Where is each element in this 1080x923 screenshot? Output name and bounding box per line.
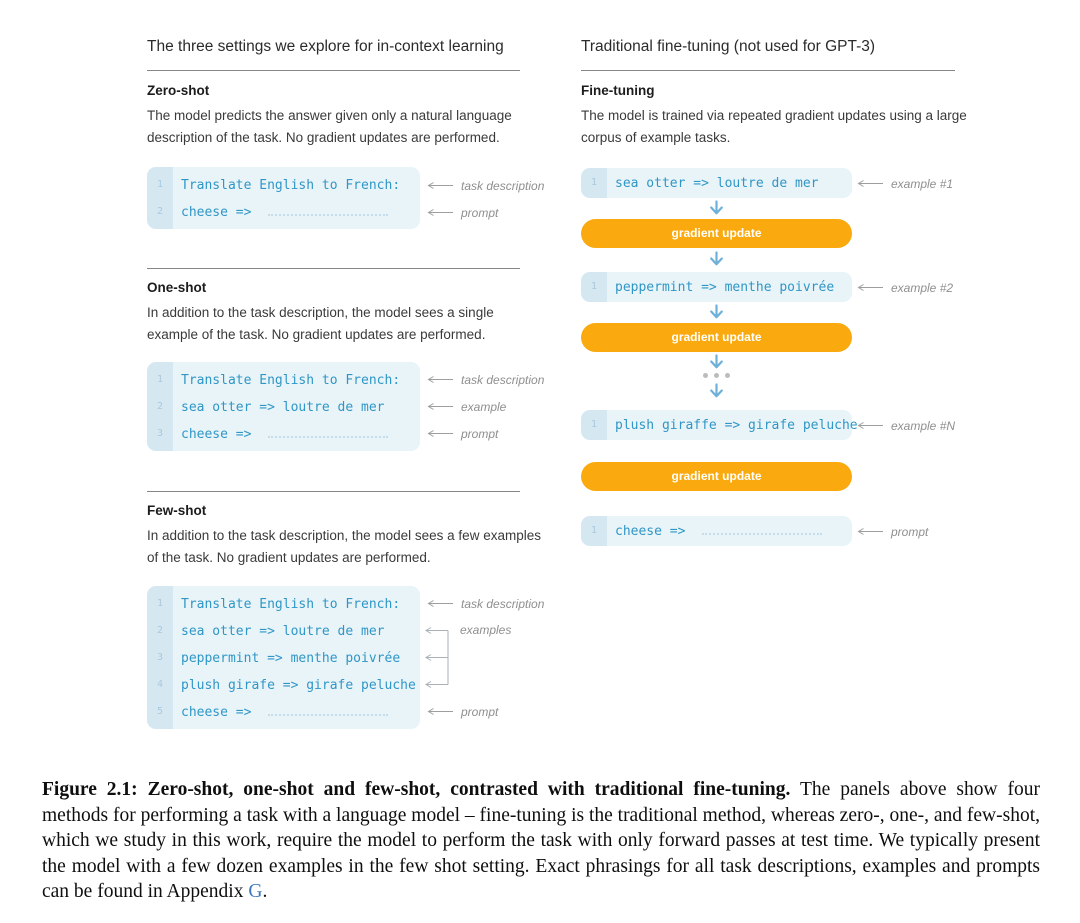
left-arrow-icon	[426, 375, 454, 384]
header-divider	[147, 70, 520, 71]
code-line	[581, 520, 852, 542]
left-arrow-icon	[856, 179, 884, 188]
code-line	[581, 172, 852, 194]
example-text: sea otter => loutre de mer	[181, 400, 385, 415]
left-arrow-icon	[426, 402, 454, 411]
example-2-block	[581, 272, 852, 302]
zero-shot-prompt-block	[147, 167, 420, 229]
annotation-label: prompt	[461, 704, 499, 719]
few-shot-title: Few-shot	[147, 503, 207, 518]
in-context-learning-header: The three settings we explore for in-context learning	[147, 38, 504, 55]
answer-placeholder-dots	[268, 703, 388, 716]
code-line	[147, 198, 420, 225]
line-number: 1	[156, 598, 164, 609]
annotation-label: example	[461, 399, 507, 414]
annotation-example	[426, 399, 506, 414]
few-shot-prompt-block	[147, 586, 420, 729]
task-description-text: Translate English to French:	[181, 373, 401, 388]
annotation-prompt	[426, 426, 498, 441]
left-arrow-icon	[856, 283, 884, 292]
task-description-text: Translate English to French:	[181, 178, 401, 193]
annotation-task-description	[426, 596, 544, 611]
fine-tuning-description: The model is trained via repeated gradient updates using a large corpus of example tasks.	[581, 108, 967, 145]
fine-tuning-header: Traditional fine-tuning (not used for GPT-3)	[581, 38, 876, 55]
example-text: peppermint => menthe poivrée	[181, 651, 401, 666]
figure-caption-body: The panels above show four methods for performing a task with a language model – fine-tuning is the traditional method, whereas zero-, one-, and few-shot, which we study in this work, require the model to perform the task with only forward passes at test time. We typically present the model with a few dozen examples in the few shot setting. Exact phrasings for all task descriptions, examples and prompts can be found in Appendix	[42, 779, 1041, 903]
annotation-task-description	[426, 178, 544, 193]
annotation-prompt	[426, 704, 498, 719]
code-line	[147, 698, 420, 725]
line-number: 2	[156, 401, 164, 412]
down-arrow-icon	[708, 304, 725, 321]
gradient-update-pill: gradient update	[581, 219, 852, 248]
line-number: 1	[590, 525, 598, 536]
answer-placeholder-dots	[268, 203, 388, 216]
left-arrow-icon	[426, 599, 454, 608]
down-arrow-icon	[708, 354, 725, 371]
annotation-label: task description	[461, 596, 545, 611]
example-text: peppermint => menthe poivrée	[615, 280, 835, 295]
gradient-update-pill: gradient update	[581, 462, 852, 491]
one-shot-description: In addition to the task description, the model sees a single example of the task. No gradient updates are performed.	[147, 305, 494, 342]
code-line	[581, 276, 852, 298]
examples-bracket	[424, 624, 464, 692]
code-line	[147, 171, 420, 198]
left-arrow-icon	[426, 181, 454, 190]
figure-caption	[42, 777, 1040, 905]
code-line	[581, 414, 858, 436]
annotation-label: task description	[461, 178, 545, 193]
prompt-text: cheese =>	[181, 427, 252, 442]
line-number: 5	[156, 706, 164, 717]
example-text: sea otter => loutre de mer	[615, 176, 819, 191]
left-arrow-icon	[856, 527, 884, 536]
left-arrow-icon	[426, 208, 454, 217]
annotation-label: prompt	[461, 426, 499, 441]
line-number: 1	[590, 281, 598, 292]
example-text: plush girafe => girafe peluche	[181, 678, 416, 693]
annotation-label: example #N	[891, 418, 956, 433]
ellipsis-icon	[703, 373, 730, 378]
few-shot-description: In addition to the task description, the model sees a few examples of the task. No gradient updates are performed.	[147, 528, 541, 565]
line-number: 2	[156, 206, 164, 217]
example-n-block	[581, 410, 858, 440]
one-shot-prompt-block	[147, 362, 420, 451]
annotation-example-n	[856, 418, 955, 433]
annotation-label: prompt	[891, 524, 929, 539]
annotation-prompt	[856, 524, 928, 539]
zero-shot-description: The model predicts the answer given only a natural language description of the task. No gradient updates are performed.	[147, 108, 512, 145]
example-text: plush giraffe => girafe peluche	[615, 418, 858, 433]
code-line	[147, 617, 420, 644]
line-number: 1	[156, 374, 164, 385]
prompt-text: cheese =>	[181, 205, 252, 220]
answer-placeholder-dots	[268, 425, 388, 438]
example-1-block	[581, 168, 852, 198]
prompt-text: cheese =>	[615, 524, 686, 539]
down-arrow-icon	[708, 200, 725, 217]
annotation-task-description	[426, 372, 544, 387]
section-divider	[147, 491, 520, 492]
line-number: 1	[590, 419, 598, 430]
figure-caption-title: Figure 2.1: Zero-shot, one-shot and few-shot, contrasted with traditional fine-tuning.	[42, 779, 791, 800]
annotation-example-1	[856, 176, 953, 191]
annotation-prompt	[426, 205, 498, 220]
code-line	[147, 366, 420, 393]
annotation-example-2	[856, 280, 953, 295]
annotation-label: task description	[461, 372, 545, 387]
code-line	[147, 671, 420, 698]
header-divider	[581, 70, 955, 71]
line-number: 1	[590, 177, 598, 188]
gradient-update-pill: gradient update	[581, 323, 852, 352]
answer-placeholder-dots	[702, 522, 822, 535]
left-arrow-icon	[426, 707, 454, 716]
code-line	[147, 590, 420, 617]
down-arrow-icon	[708, 251, 725, 268]
fine-tuning-title: Fine-tuning	[581, 83, 655, 98]
annotation-label: example #1	[891, 176, 954, 191]
down-arrow-icon	[708, 383, 725, 400]
annotation-label: prompt	[461, 205, 499, 220]
line-number: 2	[156, 625, 164, 636]
task-description-text: Translate English to French:	[181, 597, 401, 612]
code-line	[147, 420, 420, 447]
figure-caption-end: .	[262, 881, 268, 903]
prompt-text: cheese =>	[181, 705, 252, 720]
section-divider	[147, 268, 520, 269]
left-arrow-icon	[426, 429, 454, 438]
zero-shot-title: Zero-shot	[147, 83, 210, 98]
left-arrow-icon	[856, 421, 884, 430]
line-number: 3	[156, 428, 164, 439]
line-number: 1	[156, 179, 164, 190]
annotation-examples: examples	[460, 623, 512, 637]
appendix-g-link[interactable]: G	[248, 881, 263, 903]
line-number: 4	[156, 679, 164, 690]
example-text: sea otter => loutre de mer	[181, 624, 385, 639]
one-shot-title: One-shot	[147, 280, 207, 295]
annotation-label: example #2	[891, 280, 954, 295]
code-line	[147, 393, 420, 420]
line-number: 3	[156, 652, 164, 663]
code-line	[147, 644, 420, 671]
fine-tuning-prompt-block	[581, 516, 852, 546]
